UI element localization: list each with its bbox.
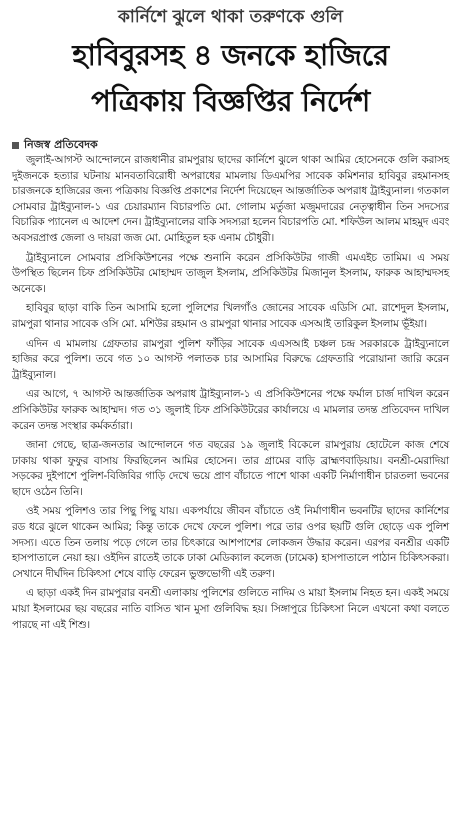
paragraph: এর আগে, ৭ আগস্ট আন্তর্জাতিক অপরাধ ট্রাইব্যুনাল-১ এ প্রসিকিউশনের পক্ষে ফর্মাল চার্জ দাখিল করেন প্রসিকিউটর ফারুক আহাম্মদ। গত ৩১ জুলাই চিফ প্রসিকিউটরের কার্যালয়ে এ মামলার তদন্ত প্রতিবেদন দাখিল করেন তদন্ত সংস্থার কর্মকর্তারা। — [12, 388, 449, 432]
headline-line-2: পত্রিকায় বিজ্ঞপ্তির নির্দেশ — [91, 84, 370, 118]
byline — [12, 138, 449, 152]
paragraph: এ ছাড়া একই দিন রামপুরার বনশ্রী এলাকায় পুলিশের গুলিতে নাদিম ও মায়া ইসলাম নিহত হন। একই সময়ে মায়া ইসলামের ছয় বছরের নাতি বাসিত খান মুসা গুলিবিদ্ধ হয়। সিঙ্গাপুরে চিকিৎসা নিলে এখনো কথা বলতে পারছে না এই শিশু। — [12, 587, 449, 631]
paragraph: হাবিবুর ছাড়া বাকি তিন আসামি হলো পুলিশের খিলগাঁও জোনের সাবেক এডিসি মো. রাশেদুল ইসলাম, রামপুরা থানার সাবেক ওসি মো. মশিউর রহমান ও রামপুরা থানার সাবেক এসআই তারিকুল ইসলাম ভূঁইয়া। — [12, 302, 449, 330]
article-body — [12, 153, 449, 633]
bullet-square-icon — [12, 142, 19, 149]
byline-text: নিজস্ব প্রতিবেদক — [24, 138, 98, 151]
paragraph: এদিন এ মামলায় গ্রেফতার রামপুরা পুলিশ ফাঁড়ির সাবেক এএসআই চঞ্চল চন্দ্র সরকারকে ট্রাইব্যুনালে হাজির করে পুলিশ। তবে গত ১০ আগস্ট পলাতক চার আসামির বিরুদ্ধে গ্রেফতারি পরোয়ানা জারি করেন ট্রাইব্যুনাল। — [12, 337, 449, 381]
paragraph: ট্রাইব্যুনালে সোমবার প্রসিকিউশনের পক্ষে শুনানি করেন প্রসিকিউটর গাজী এমএইচ তামিম। এ সময় উপস্থিত ছিলেন চিফ প্রসিকিউটর মোহাম্মদ তাজুল ইসলাম, প্রসিকিউটর মিজানুল ইসলাম, ফারুক আহাম্মদসহ অনেকে। — [12, 251, 449, 295]
paragraph: জুলাই-আগস্ট আন্দোলনে রাজধানীর রামপুরায় ছাদের কার্নিশে ঝুলে থাকা আমির হোসেনকে গুলি করাসহ দুইজনকে হত্যার ঘটনায় মানবতাবিরোধী অপরাধের মামলায় ডিএমপির সাবেক কমিশনার হাবিবুর রহমানসহ চারজনকে হাজিরের জন্য পত্রিকায় বিজ্ঞপ্তি প্রকাশের নির্দেশ দিয়েছেন আন্তর্জাতিক অপরাধ ট্রাইব্যুনাল। গতকাল সোমবার ট্রাইব্যুনাল-১ এর চেয়ারম্যান বিচারপতি মো. গোলাম মর্তুজা মজুমদারের নেতৃত্বাধীন তিন সদস্যের বিচারিক প্যানেল এ আদেশ দেন। ট্রাইব্যুনালের বাকি সদস্যরা হলেন বিচারপতি মো. শফিউল আলম মাহমুদ এবং অবসরপ্রাপ্ত জেলা ও দায়রা জজ মো. মোহিতুল হক এনাম চৌধুরী। — [12, 154, 449, 244]
paragraph: ওই সময় পুলিশও তার পিছু পিছু যায়। একপর্যায়ে জীবন বাঁচাতে ওই নির্মাণাধীন ভবনটির ছাদের কার্নিশের রড ধরে ঝুলে থাকেন আমির; কিন্তু তাকে দেখে ফেলে পুলিশ। পরে তার ওপর ছয়টি গুলি ছোড়ে এক পুলিশ সদস্য। এতে তিন তলায় পড়ে গেলে তার চিৎকারে আশপাশের লোকজন উদ্ধার করেন। এরপর বনশ্রীর একটি হাসপাতালে নেয়া হয়। ওইদিন রাতেই তাকে ঢাকা মেডিক্যাল কলেজ (ঢামেক) হাসপাতালে পাঠান চিকিৎসকরা। সেখানে দীর্ঘদিন চিকিৎসা শেষে বাড়ি ফেরেন ভুক্তভোগী এই তরুণ। — [12, 505, 449, 580]
paragraph: জানা গেছে, ছাত্র-জনতার আন্দোলনে গত বছরের ১৯ জুলাই বিকেলে রামপুরায় হোটেলে কাজ শেষে ঢাকায় থাকা ফুফুর বাসায় ফিরছিলেন আমির হোসেন। তার গ্রামের বাড়ি ব্রাহ্মণবাড়িয়ায়। বনশ্রী-মেরাদিয়া সড়কের দুইপাশে পুলিশ-বিজিবির গাড়ি দেখে ভয়ে প্রাণ বাঁচাতে পাশে থাকা একটি নির্মাণাধীন চারতলা ভবনের ছাদে ওঠেন তিনি। — [12, 439, 449, 498]
kicker: কার্নিশে ঝুলে থাকা তরুণকে গুলি — [118, 7, 343, 27]
headline-line-1: হাবিবুরসহ ৪ জনকে হাজিরে — [72, 38, 389, 72]
